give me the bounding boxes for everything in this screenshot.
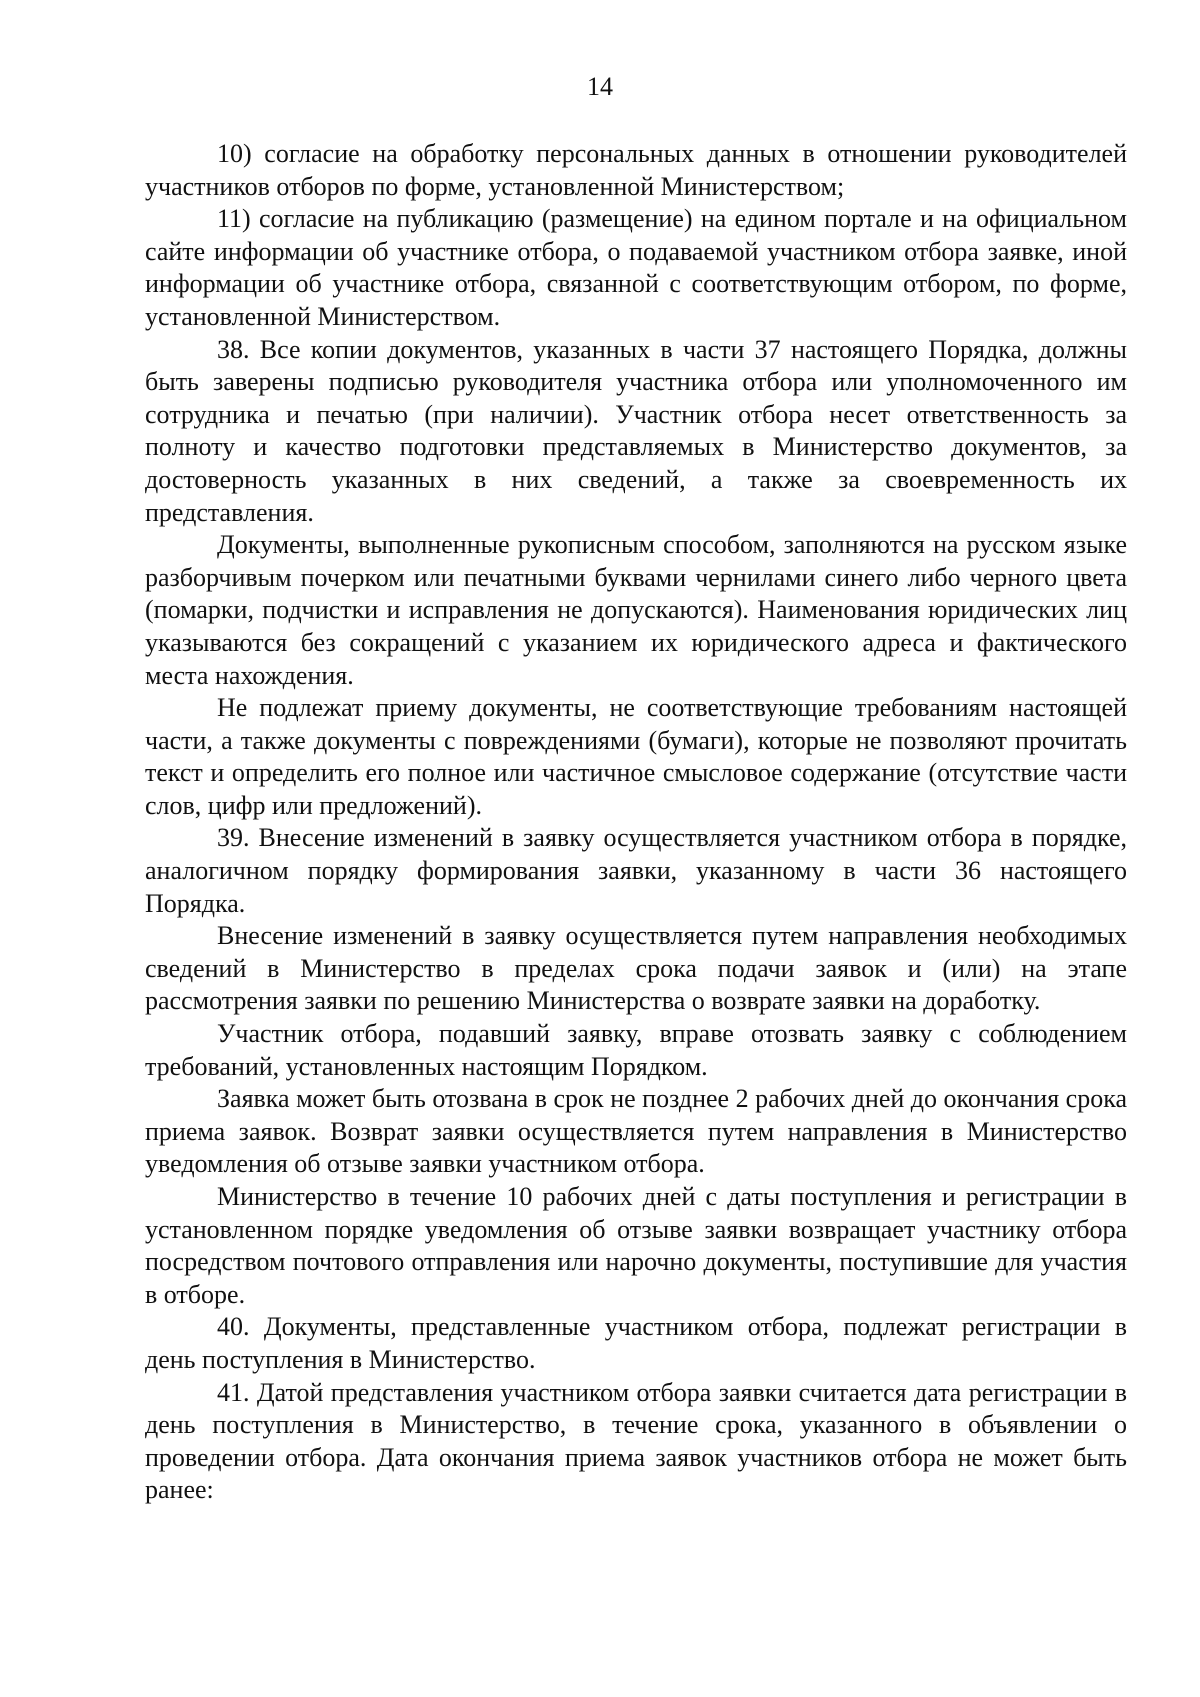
paragraph-item-10: 10) согласие на обработку персональных данных в отношении руководителей участников отборов по форме, установленной Министерством; <box>145 139 1127 201</box>
paragraph-section-40: 40. Документы, представленные участником отбора, подлежат регистрации в день поступления в Министерство. <box>145 1312 1127 1374</box>
paragraph-handwritten-documents: Документы, выполненные рукописным способом, заполняются на русском языке разборчивым почерком или печатными буквами чернилами синего либо черного цвета (помарки, подчистки и исправления не допускаются). Наименования юридических лиц указываются без сокращений с указанием их юридического адреса и фактического места нахождения. <box>145 530 1127 690</box>
page-number: 14 <box>587 72 613 101</box>
paragraph-not-accepted-documents: Не подлежат приему документы, не соответствующие требованиям настоящей части, а также документы с повреждениями (бумаги), которые не позволяют прочитать текст и определить его полное или частичное смысловое содержание (отсутствие части слов, цифр или предложений). <box>145 693 1127 820</box>
paragraph-changes-procedure: Внесение изменений в заявку осуществляется путем направления необходимых сведений в Министерство в пределах срока подачи заявок и (или) на этапе рассмотрения заявки по решению Министерства о возврате заявки на доработку. <box>145 921 1127 1016</box>
paragraph-section-41: 41. Датой представления участником отбора заявки считается дата регистрации в день поступления в Министерство, в течение срока, указанного в объявлении о проведении отбора. Дата окончания приема заявок участников отбора не может быть ранее: <box>145 1377 1127 1505</box>
paragraph-withdraw-deadline: Заявка может быть отозвана в срок не позднее 2 рабочих дней до окончания срока приема заявок. Возврат заявки осуществляется путем направления в Министерство уведомления об отзыве заявки участником отбора. <box>145 1084 1127 1179</box>
paragraph-item-11: 11) согласие на публикацию (размещение) на едином портале и на официальном сайте информации об участнике отбора, о подаваемой участником отбора заявке, иной информации об участнике отбора, связанной с соответствующим отбором, по форме, установленной Министерством. <box>145 204 1127 331</box>
paragraph-return-documents: Министерство в течение 10 рабочих дней с даты поступления и регистрации в установленном порядке уведомления об отзыве заявки возвращает участнику отбора посредством почтового отправления или нарочно документы, поступившие для участия в отборе. <box>145 1182 1127 1309</box>
paragraph-section-38: 38. Все копии документов, указанных в части 37 настоящего Порядка, должны быть заверены подписью руководителя участника отбора или уполномоченного им сотрудника и печатью (при наличии). Участник отбора несет ответственность за полноту и качество подготовки представляемых в Министерство документов, за достоверность указанных в них сведений, а также за своевременность их представления. <box>145 334 1127 527</box>
paragraph-withdraw-right: Участник отбора, подавший заявку, вправе отозвать заявку с соблюдением требований, установленных настоящим Порядком. <box>145 1019 1127 1081</box>
document-body <box>145 138 1127 1507</box>
paragraph-section-39: 39. Внесение изменений в заявку осуществляется участником отбора в порядке, аналогичном порядку формирования заявки, указанному в части 36 настоящего Порядка. <box>145 823 1127 918</box>
